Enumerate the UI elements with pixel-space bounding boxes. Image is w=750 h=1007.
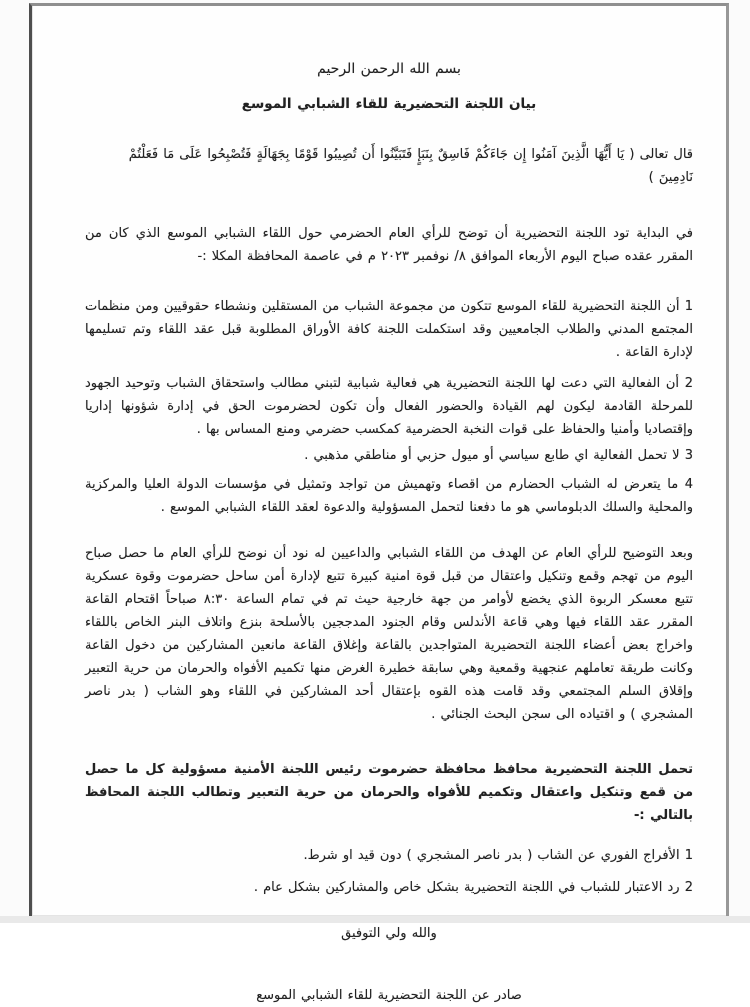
demand-item-2: 2 رد الاعتبار للشباب في اللجنة التحضيرية بشكل خاص والمشاركين بشكل عام . [253,880,693,895]
events-paragraph: وبعد التوضيح للرأي العام عن الهدف من اللقاء الشبابي والداعيين له نود أن نوضح للرأي العام ما حصل صباح اليوم من تهجم وقمع وتنكيل واعتقال من قبل قوة امنية كبيرة تتبع لإدارة أمن ساحل حضرموت وقوة عسكرية تتبع معسكر الربوة الذي يخضع لأوامر من جهة خارجية حيث تم في تمام الساعة ٨:٣٠ صباحاً اقتحام القاعة المقرر عقد اللقاء فيها وهي قاعة الأندلس وقام الجنود المدججين بالأسلحة بنزع واتلاف البنر الخاص باللقاء واخراج بعض أعضاء اللجنة التحضيرية المتواجدين بالقاعة وإغلاق القاعة مانعين المشاركين من دخول القاعة وكانت طريقة تعاملهم عنجهية وقمعية وهي سابقة خطيرة الغرض منها تكميم الأفواه والحرمان من حرية التعبير وإقلاق السلم المجتمعي وقد قامت هذه القوه بإعتقال أحد المشاركين في اللقاء وهو الشاب ( بدر ناصر المشجري ) و اقتياده الى سجن البحث الجنائي . [85,546,693,722]
document-content [32,6,726,1003]
point-item-2: 2 أن الفعالية التي دعت لها اللجنة التحضيرية هي فعالية شبابية لتبني مطالب واستحقاق الشباب وتوحيد الجهود للمرحلة القادمة ليكون لهم القيادة والحضور الفعال وأن تكون لحضرموت الحق في إدارة شؤونها إداريا وإقتصاديا وأمنيا والحفاظ على قوات النخبة الحضرمية كمكسب حضرمي ومنع المساس بها . [85,376,693,437]
bismillah-line: بسم الله الرحمن الرحيم [317,61,461,77]
quran-verse: قال تعالى ( يَا أَيُّهَا الَّذِينَ آمَنُوا إِن جَاءَكُمْ فَاسِقٌ بِنَبَإٍ فَتَبَيَّنُوا أَن تُصِيبُوا قَوْمًا بِجَهَالَةٍ فَتُصْبِحُوا عَلَى مَا فَعَلْتُمْ نَادِمِينَ ) [128,147,693,185]
statement-title: بيان اللجنة التحضيرية للقاء الشبابي الموسع [241,96,537,112]
point-item-3: 3 لا تحمل الفعالية اي طابع سياسي أو ميول حزبي أو مناطقي مذهبي . [304,448,693,463]
issuer-line: صادر عن اللجنة التحضيرية للقاء الشبابي الموسع [256,988,522,1003]
intro-paragraph: في البداية تود اللجنة التحضيرية أن توضح للرأي العام الحضرمي حول اللقاء الشبابي الموسع الذي كان من المقرر عقده صباح اليوم الأربعاء الموافق ٨/ نوفمبر ٢٠٢٣ م في عاصمة المحافظة المكلا :- [85,226,693,264]
point-item-4: 4 ما يتعرض له الشباب الحضارم من اقصاء وتهميش من تواجد وتمثيل في مؤسسات الدولة العليا والمركزية والمحلية والسلك الدبلوماسي هو ما دفعنا لتحمل المسؤولية والدعوة لعقد اللقاء الشبابي الموسع . [85,477,693,515]
point-item-1: 1 أن اللجنة التحضيرية للقاء الموسع تتكون من مجموعة الشباب من المستقلين ونشطاء حقوقيين ومن منظمات المجتمع المدني والطلاب الجامعيين وقد استكملت اللجنة كافة الأوراق المطلوبة قبل عقد اللقاء وتم تسليمها لإدارة القاعة . [85,299,693,360]
scan-bottom-strip [0,916,750,923]
closing-line: والله ولي التوفيق [341,926,437,941]
scanned-document-page [29,3,729,1003]
responsibility-paragraph: تحمل اللجنة التحضيرية محافظ محافظة حضرموت رئيس اللجنة الأمنية مسؤولية كل ما حصل من قمع وتنكيل واعتقال وتكميم للأفواه والحرمان من حرية التعبير وتطالب اللجنة المحافظ بالتالي :- [85,762,693,823]
demand-item-1: 1 الأفراج الفوري عن الشاب ( بدر ناصر المشجري ) دون قيد او شرط. [303,848,693,863]
